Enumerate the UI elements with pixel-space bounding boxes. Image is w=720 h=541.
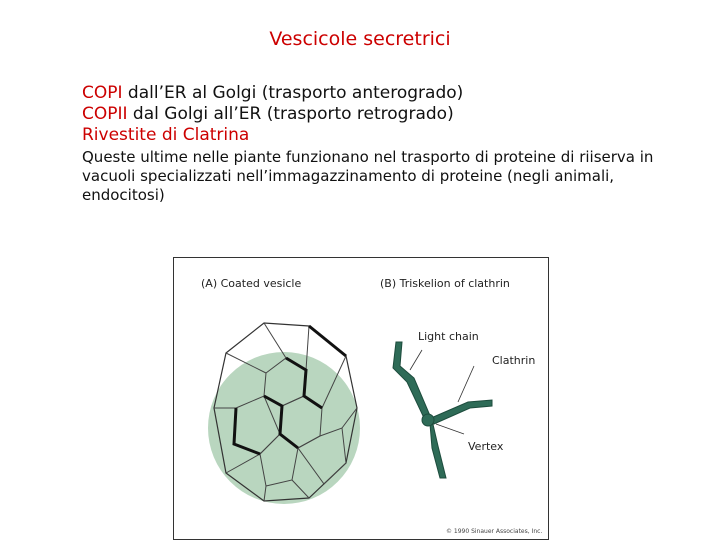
coated-vesicle-diagram (208, 323, 360, 504)
clathrin-figure (173, 257, 549, 540)
clathrin-line (82, 125, 682, 146)
light-chain-label: Light chain (418, 330, 479, 343)
triskelion-caption: (B) Triskelion of clathrin (380, 277, 510, 290)
copi-line (82, 83, 682, 104)
clathrin-label: Rivestite di Clatrina (82, 125, 250, 145)
copi-text: dall’ER al Golgi (trasporto anterogrado) (122, 83, 464, 103)
copii-line (82, 104, 682, 125)
slide-title: Vescicole secretrici (269, 28, 451, 50)
description-paragraph: Queste ultime nelle piante funzionano nel trasporto di proteine di riiserva in vacuoli specializzati nell’immagazzinamento di proteine (negli animali, endocitosi) (82, 148, 654, 204)
copii-text: dal Golgi all’ER (trasporto retrogrado) (127, 104, 454, 124)
vertex-label: Vertex (468, 440, 504, 453)
coated-vesicle-caption: (A) Coated vesicle (201, 277, 302, 290)
triskelion-leg-down (424, 418, 446, 478)
figure-illustration (174, 258, 550, 541)
triskelion-leg-up (393, 342, 431, 418)
triskelion-diagram (393, 342, 492, 478)
triskelion-leg-right (431, 400, 492, 424)
text-block (82, 83, 682, 205)
copyright-notice: © 1990 Sinauer Associates, Inc. (446, 528, 543, 535)
copi-label: COPI (82, 83, 123, 103)
clathrin-label: Clathrin (492, 354, 536, 367)
copii-label: COPII (82, 104, 128, 124)
triskelion-vertex (422, 414, 434, 426)
